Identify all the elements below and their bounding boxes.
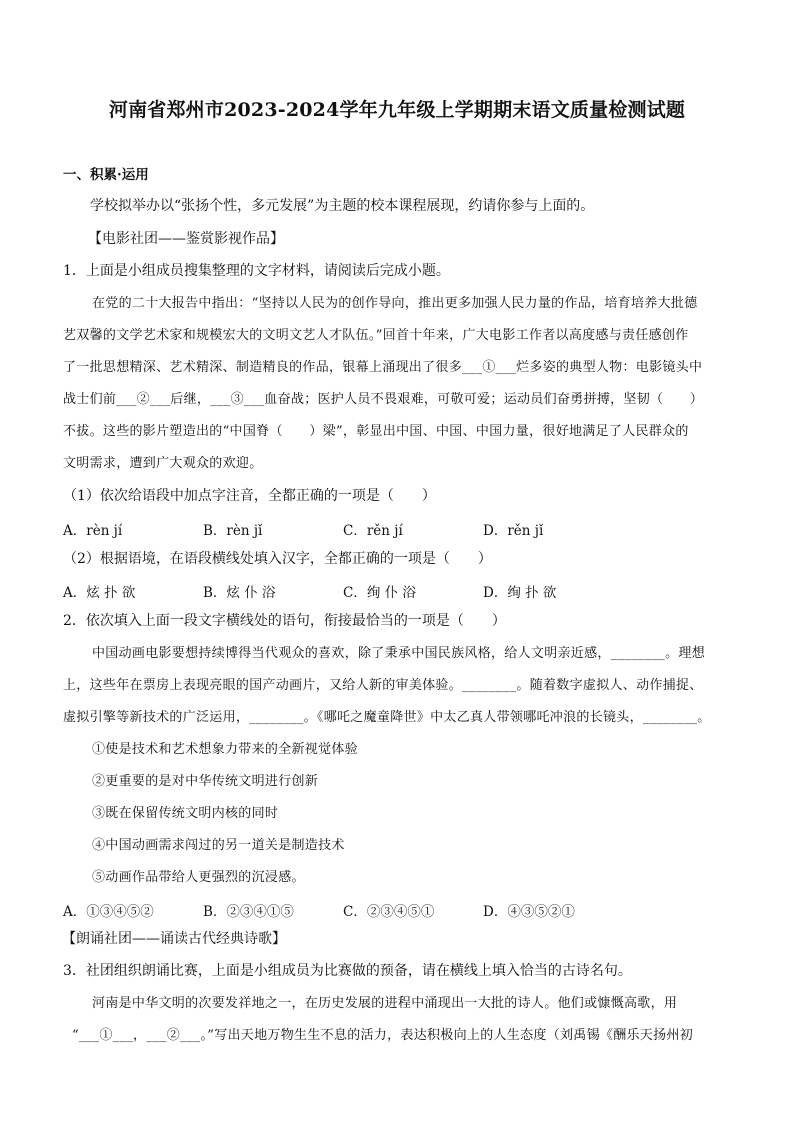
choice-a[interactable]: A．①③④⑤②	[63, 904, 154, 920]
club-heading-recitation: 【朗诵社团——诵读古代经典诗歌】	[62, 931, 286, 947]
passage-3-line: 河南是中华文明的次要发祥地之一，在历史发展的进程中涌现出一大批的诗人。他们或慷慨高歌，用	[92, 996, 678, 1011]
option-item: ③既在保留传统文明内核的同时	[92, 806, 279, 821]
passage-1-line: 文明需求，遭到广大观众的欢迎。	[63, 456, 263, 471]
option-item: ⑤动画作品带给人更强烈的沉浸感。	[92, 870, 305, 885]
option-item: ④中国动画需求闯过的另一道关是制造技术	[92, 838, 345, 853]
choice-b[interactable]: B．②③④①⑤	[203, 904, 294, 920]
option-item: ①使是技术和艺术想象力带来的全新视觉体验	[92, 742, 359, 757]
choice-d[interactable]: D．绚 扑 欲	[483, 585, 557, 601]
choice-c[interactable]: C．绚 仆 浴	[343, 585, 416, 601]
club-heading-film: 【电影社团——鉴赏影视作品】	[88, 231, 284, 247]
choice-a[interactable]: A．炫 扑 欲	[63, 585, 136, 601]
passage-1-line: 艺双馨的文学艺术家和规模宏大的文明文艺人才队伍。”回首十年来，广大电影工作者以高度感与责任感创作	[63, 328, 689, 343]
page-title: 河南省郑州市2023-2024学年九年级上学期期末语文质量检测试题	[108, 99, 686, 121]
choice-c[interactable]: C．rěn jí	[343, 523, 403, 539]
choice-b[interactable]: B．rèn jǐ	[203, 523, 263, 539]
choice-a[interactable]: A．rèn jí	[63, 523, 123, 539]
section-heading: 一、积累·运用	[63, 167, 149, 183]
passage-3-line: “___①___，___②___。”写出天地万物生生不息的活力，表达积极向上的人生态度（刘禹锡《酬乐天扬州初	[72, 1028, 693, 1043]
choice-c[interactable]: C．②③④⑤①	[343, 904, 435, 920]
passage-2-line: 虚拟引擎等新技术的广泛运用，________。《哪吒之魔童降世》中太乙真人带领哪吒冲浪的长镜头，________。	[63, 710, 711, 725]
question-1-1: （1）依次给语段中加点字注音，全都正确的一项是（ ）	[63, 488, 436, 504]
passage-1-line: 不拔。这些的影片塑造出的“中国脊（ ）梁”，彰显出中国、中国、中国力量，很好地满足了人民群众的	[63, 424, 689, 439]
intro-text: 学校拟举办以“张扬个性，多元发展”为主题的校本课程展现，约请你参与上面的。	[90, 198, 595, 214]
passage-2-line: 上，这些年在票房上表现亮眼的国产动画片，又给人新的审美体验。________。随着数字虚拟人、动作捕捉、	[63, 678, 703, 693]
question-2: 2．依次填入上面一段文字横线处的语句，衔接最恰当的一项是（ ）	[63, 613, 506, 629]
passage-1-line: 战士们前___②___后继，___③___血奋战；医护人员不畏艰难，可敬可爱；运动员们奋勇拼搏，坚韧（ ）	[63, 392, 704, 407]
passage-1-line: 了一批思想精深、艺术精深、制造精良的作品，银幕上涌现出了很多___①___烂多姿的典型人物：电影镜头中	[63, 360, 703, 375]
question-1-2: （2）根据语境，在语段横线处填入汉字，全都正确的一项是（ ）	[63, 551, 492, 567]
option-item: ②更重要的是对中华传统文明进行创新	[92, 774, 319, 789]
question-1: 1．上面是小组成员搜集整理的文字材料，请阅读后完成小题。	[63, 263, 450, 279]
passage-1-line: 在党的二十大报告中指出：“坚持以人民为的创作导向，推出更多加强人民力量的作品，培育培养大批德	[92, 296, 698, 311]
choice-d[interactable]: D．④③⑤②①	[483, 904, 575, 920]
choice-d[interactable]: D．rěn jǐ	[483, 523, 544, 539]
passage-2-line: 中国动画电影要想持续博得当代观众的喜欢，除了秉承中国民族风格，给人文明亲近感，________。理想	[92, 646, 706, 661]
question-3: 3．社团组织朗诵比赛，上面是小组成员为比赛做的预备，请在横线上填入恰当的古诗名句。	[63, 963, 632, 979]
choice-b[interactable]: B．炫 仆 浴	[203, 585, 276, 601]
